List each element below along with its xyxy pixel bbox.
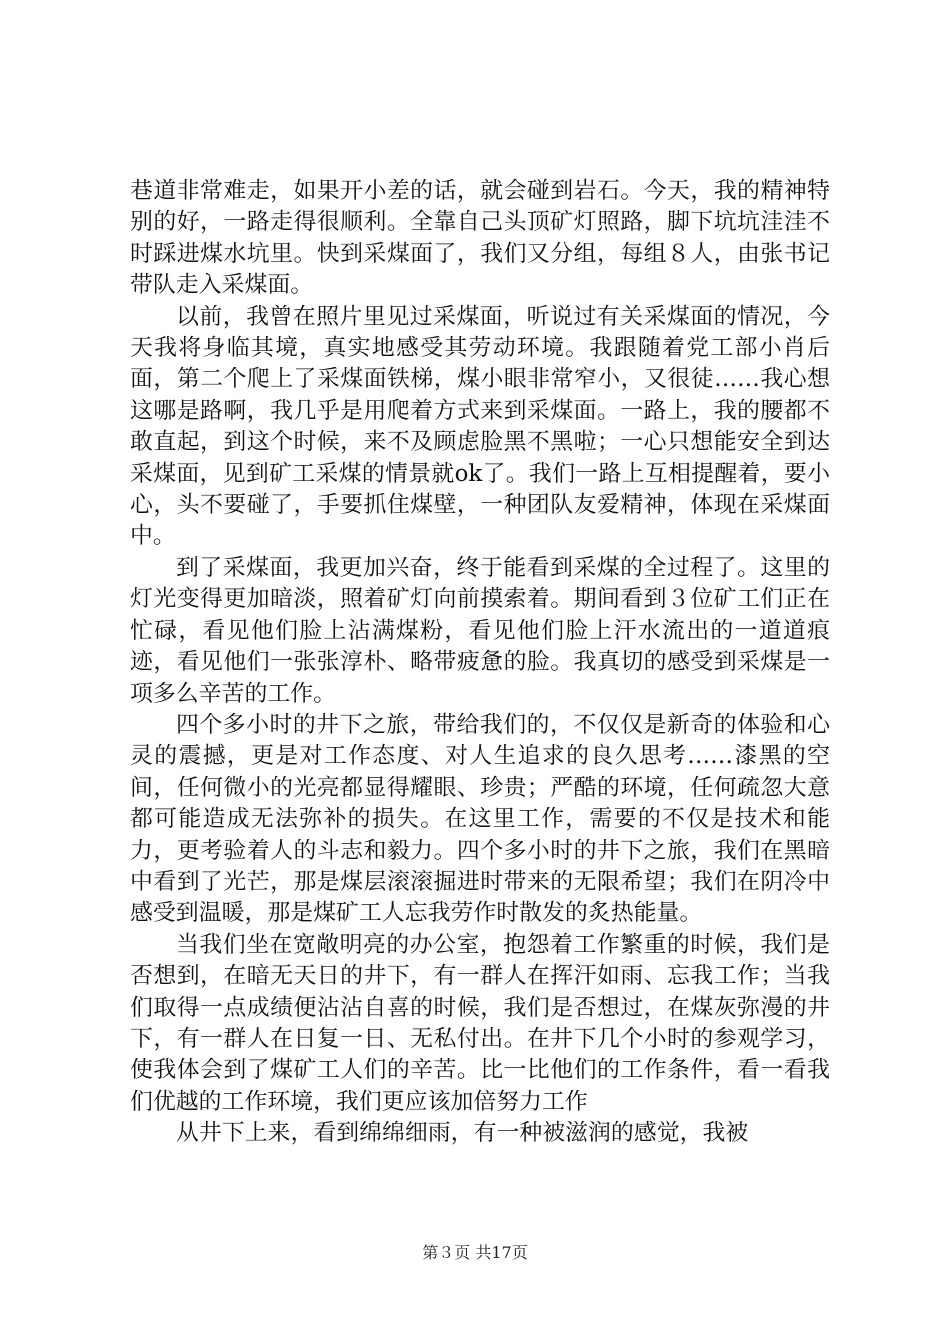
paragraph-3: 到了采煤面，我更加兴奋，终于能看到采煤的全过程了。这里的灯光变得更加暗淡，照着矿灯向前摸索着。期间看到３位矿工们正在忙碌，看见他们脸上沾满煤粉，看见他们脸上汗水流出的一道道痕迹，看见他们一张张淳朴、略带疲惫的脸。我真切的感受到采煤是一项多么辛苦的工作。 bbox=[130, 554, 830, 707]
paragraph-1: 巷道非常难走，如果开小差的话，就会碰到岩石。今天，我的精神特别的好，一路走得很顺利。全靠自己头顶矿灯照路，脚下坑坑洼洼不时踩进煤水坑里。快到采煤面了，我们又分组，每组８人，由张书记带队走入采煤面。 bbox=[130, 178, 830, 299]
paragraph-5: 当我们坐在宽敞明亮的办公室，抱怨着工作繁重的时候，我们是否想到，在暗无天日的井下，有一群人在挥汗如雨、忘我工作；当我们取得一点成绩便沾沾自喜的时候，我们是否想过，在煤灰弥漫的井下，有一群人在日复一日、无私付出。在井下几个小时的参观学习，使我体会到了煤矿工人们的辛苦。比一比他们的工作条件，看一看我们优越的工作环境，我们更应该加倍努力工作 bbox=[130, 931, 830, 1115]
page-footer: 第３页 共17页 bbox=[422, 1243, 528, 1262]
document-body bbox=[130, 176, 830, 1150]
paragraph-6: 从井下上来，看到绵绵细雨，有一种被滋润的感觉，我被 bbox=[176, 1120, 749, 1147]
paragraph-2: 以前，我曾在照片里见过采煤面，听说过有关采煤面的情况，今天我将身临其境，真实地感受其劳动环境。我跟随着党工部小肖后面，第二个爬上了采煤面铁梯，煤小眼非常窄小，又很徒……我心想这哪是路啊，我几乎是用爬着方式来到采煤面。一路上，我的腰都不敢直起，到这个时候，来不及顾虑脸黑不黑啦；一心只想能安全到达采煤面，见到矿工采煤的情景就ok了。我们一路上互相提醒着，要小心，头不要碰了，手要抓住煤壁，一种团队友爱精神，体现在采煤面中。 bbox=[130, 303, 830, 550]
paragraph-4: 四个多小时的井下之旅，带给我们的，不仅仅是新奇的体验和心灵的震撼，更是对工作态度、对人生追求的良久思考……漆黑的空间，任何微小的光亮都显得耀眼、珍贵；严酷的环境，任何疏忽大意都可能造成无法弥补的损失。在这里工作，需要的不仅是技术和能力，更考验着人的斗志和毅力。四个多小时的井下之旅，我们在黑暗中看到了光芒，那是煤层滚滚掘进时带来的无限希望；我们在阴冷中感受到温暖，那是煤矿工人忘我劳作时散发的炙热能量。 bbox=[130, 711, 830, 927]
